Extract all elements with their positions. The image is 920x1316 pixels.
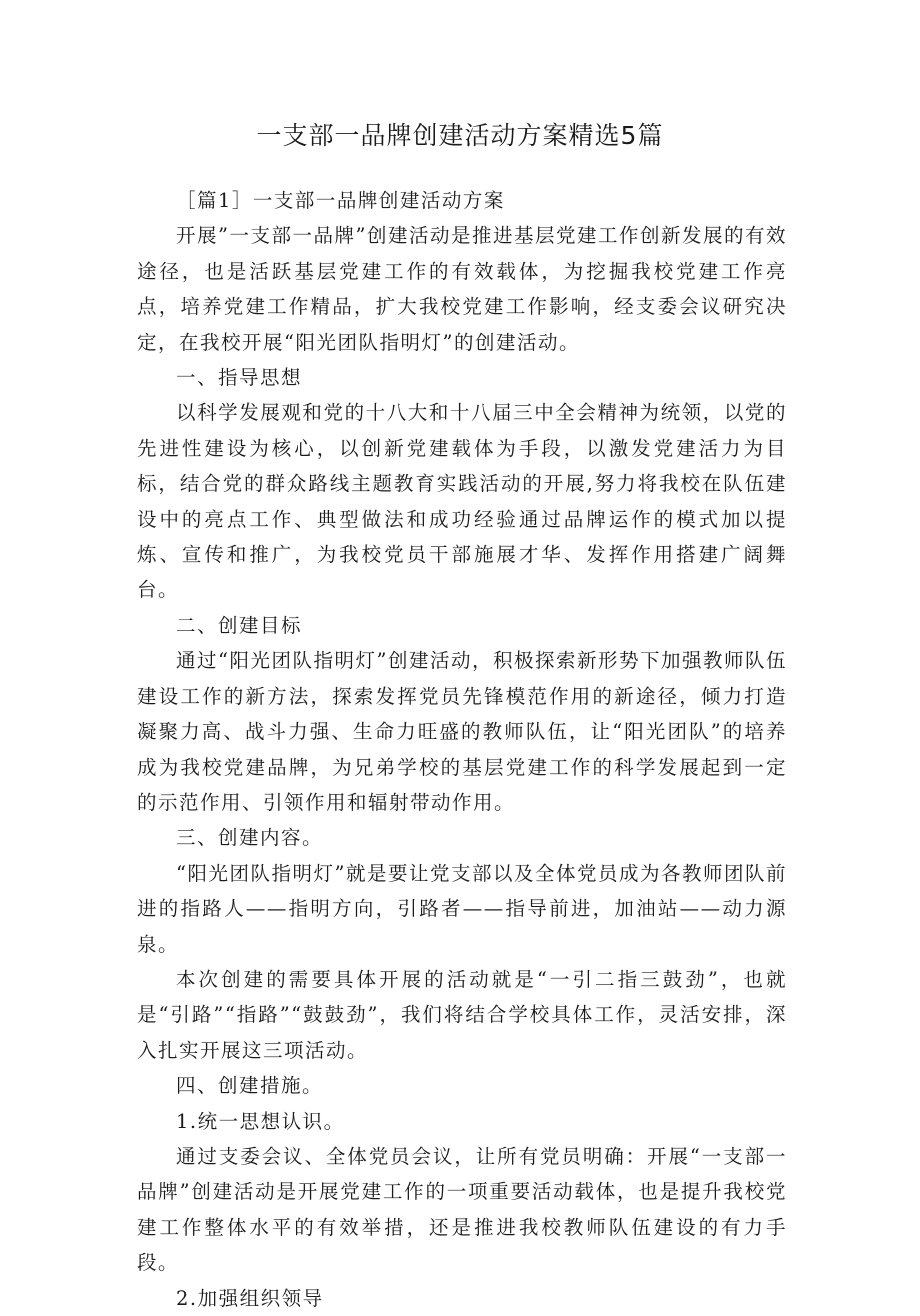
section-heading: ［篇1］一支部一品牌创建活动方案 — [176, 189, 505, 212]
paragraph: 通过支委会议、全体党员会议，让所有党员明确：开展“一支部一品牌”创建活动是开展党建工作的一项重要活动载体，也是提升我校党建工作整体水平的有效举措，还是推进我校教师队伍建设的有力手段。 — [137, 1144, 787, 1275]
section-heading: 一、指导思想 — [176, 366, 303, 390]
document-body — [137, 183, 787, 1316]
subsection-heading: 2.加强组织领导 — [176, 1286, 324, 1310]
paragraph: “阳光团队指明灯”就是要让党支部以及全体党员成为各教师团队前进的指路人——指明方向，引路者——指导前进，加油站——动力源泉。 — [137, 861, 787, 956]
paragraph: 通过“阳光团队指明灯”创建活动，积极探索新形势下加强教师队伍建设工作的新方法，探索发挥党员先锋模范作用的新途径，倾力打造凝聚力高、战斗力强、生命力旺盛的教师队伍，让“阳光团队”的培养成为我校党建品牌，为兄弟学校的基层党建工作的科学发展起到一定的示范作用、引领作用和辐射带动作用。 — [137, 649, 787, 814]
subsection-heading: 1.统一思想认识。 — [176, 1109, 345, 1133]
paragraph: 本次创建的需要具体开展的活动就是“一引二指三鼓劲”，也就是“引路”“指路”“鼓鼓劲”，我们将结合学校具体工作，灵活安排，深入扎实开展这三项活动。 — [137, 967, 787, 1062]
section-heading: 三、创建内容。 — [176, 826, 324, 850]
paragraph: 开展”一支部一品牌”创建活动是推进基层党建工作创新发展的有效途径，也是活跃基层党建工作的有效载体，为挖掘我校党建工作亮点，培养党建工作精品，扩大我校党建工作影响，经支委会议研究决定，在我校开展“阳光团队指明灯”的创建活动。 — [137, 224, 787, 354]
section-heading: 四、创建措施。 — [176, 1074, 324, 1098]
document-title: 一支部一品牌创建活动方案精选5篇 — [256, 121, 664, 150]
paragraph: 以科学发展观和党的十八大和十八届三中全会精神为统领，以党的先进性建设为核心，以创新党建载体为手段，以激发党建活力为目标，结合党的群众路线主题教育实践活动的开展,努力将我校在队伍建设中的亮点工作、典型做法和成功经验通过品牌运作的模式加以提炼、宣传和推广，为我校党员干部施展才华、发挥作用搭建广阔舞台。 — [137, 401, 787, 602]
section-heading: 二、创建目标 — [176, 613, 303, 637]
